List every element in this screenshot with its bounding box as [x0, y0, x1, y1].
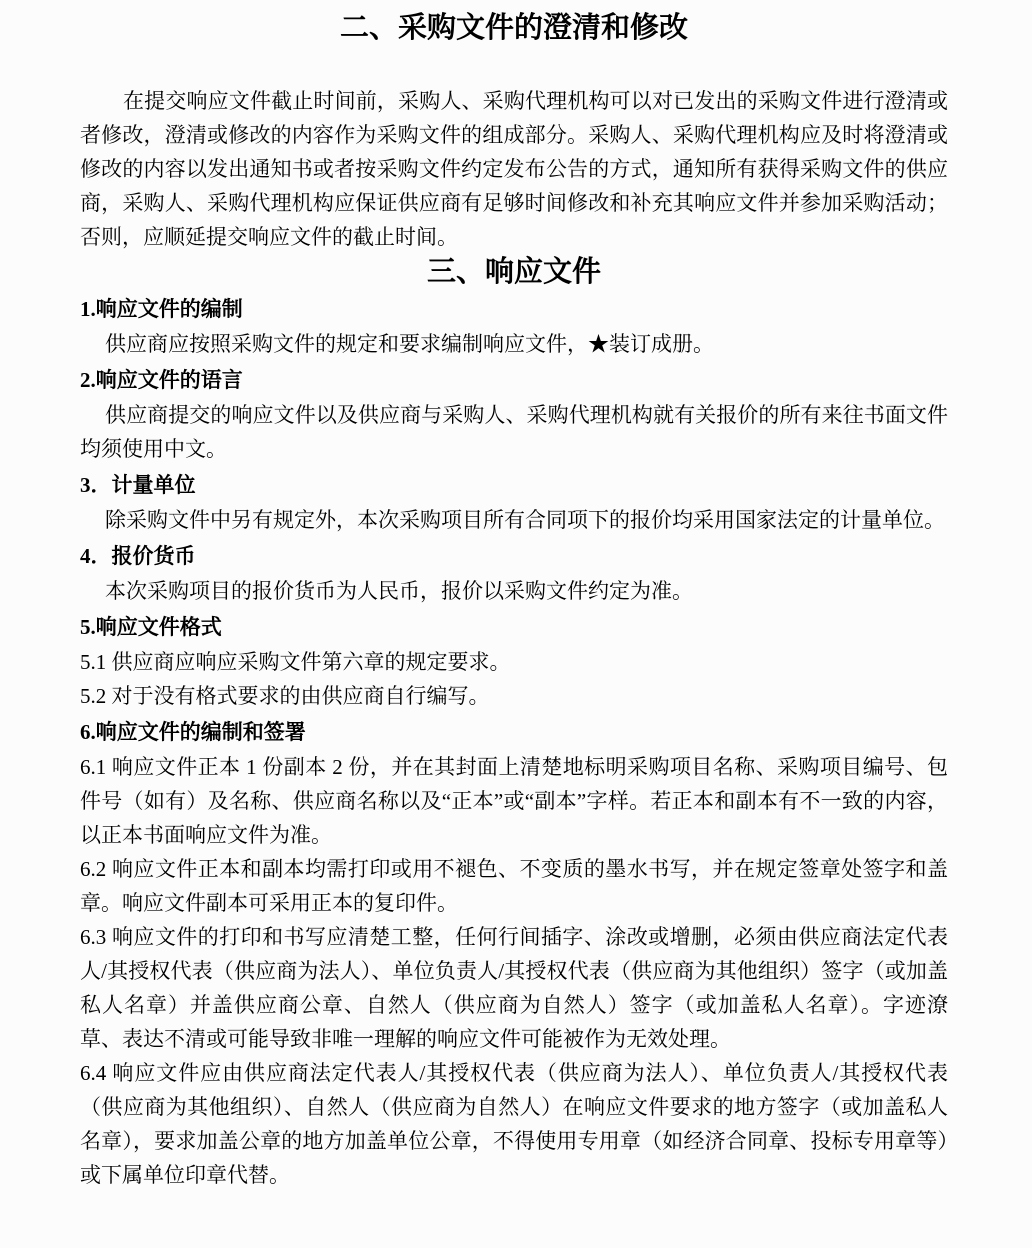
clause-3-paragraph: 除采购文件中另有规定外，本次采购项目所有合同项下的报价均采用国家法定的计量单位。 — [105, 508, 945, 532]
clause-4-paragraph: 本次采购项目的报价货币为人民币，报价以采购文件约定为准。 — [105, 579, 693, 603]
clause-6-item-2: 6.2 响应文件正本和副本均需打印或用不褪色、不变质的墨水书写，并在规定签章处签字和盖章。响应文件副本可采用正本的复印件。 — [80, 857, 948, 915]
clause-5-item-2: 5.2 对于没有格式要求的由供应商自行编写。 — [80, 684, 490, 708]
clause-6-item-3: 6.3 响应文件的打印和书写应清楚工整，任何行间插字、涂改或增删，必须由供应商法定代表人/其授权代表（供应商为法人）、单位负责人/其授权代表（供应商为其他组织）签字（或加盖私人名章）并盖供应商公章、自然人（供应商为自然人）签字（或加盖私人名章）。字迹潦草、表达不清或可能导致非唯一理解的响应文件可能被作为无效处理。 — [80, 925, 948, 1051]
clause-5-heading: 5.响应文件格式 — [80, 615, 222, 639]
clause-2-heading: 2.响应文件的语言 — [80, 368, 243, 392]
section-3-title: 三、响应文件 — [426, 256, 601, 288]
clause-5-item-1: 5.1 供应商应响应采购文件第六章的规定要求。 — [80, 650, 511, 674]
clause-1-paragraph: 供应商应按照采购文件的规定和要求编制响应文件，★装订成册。 — [105, 332, 714, 356]
clause-6-item-1: 6.1 响应文件正本 1 份副本 2 份，并在其封面上清楚地标明采购项目名称、采购项目编号、包件号（如有）及名称、供应商名称以及“正本”或“副本”字样。若正本和副本有不一致的内容，以正本书面响应文件为准。 — [80, 755, 948, 847]
section-2-paragraph: 在提交响应文件截止时间前，采购人、采购代理机构可以对已发出的采购文件进行澄清或者修改，澄清或修改的内容作为采购文件的组成部分。采购人、采购代理机构应及时将澄清或修改的内容以发出通知书或者按采购文件约定发布公告的方式，通知所有获得采购文件的供应商，采购人、采购代理机构应保证供应商有足够时间修改和补充其响应文件并参加采购活动；否则，应顺延提交响应文件的截止时间。 — [80, 89, 948, 249]
clause-6-heading: 6.响应文件的编制和签署 — [80, 720, 306, 744]
clause-2-paragraph: 供应商提交的响应文件以及供应商与采购人、采购代理机构就有关报价的所有来往书面文件均须使用中文。 — [80, 403, 948, 461]
clause-3-heading: 3．计量单位 — [80, 473, 196, 497]
section-2-title: 二、采购文件的澄清和修改 — [339, 12, 688, 44]
clause-4-heading: 4．报价货币 — [80, 544, 196, 568]
clause-6-item-4: 6.4 响应文件应由供应商法定代表人/其授权代表（供应商为法人）、单位负责人/其授权代表（供应商为其他组织）、自然人（供应商为自然人）在响应文件要求的地方签字（或加盖私人名章），要求加盖公章的地方加盖单位公章，不得使用专用章（如经济合同章、投标专用章等）或下属单位印章代替。 — [80, 1061, 948, 1187]
clause-1-heading: 1.响应文件的编制 — [80, 297, 243, 321]
